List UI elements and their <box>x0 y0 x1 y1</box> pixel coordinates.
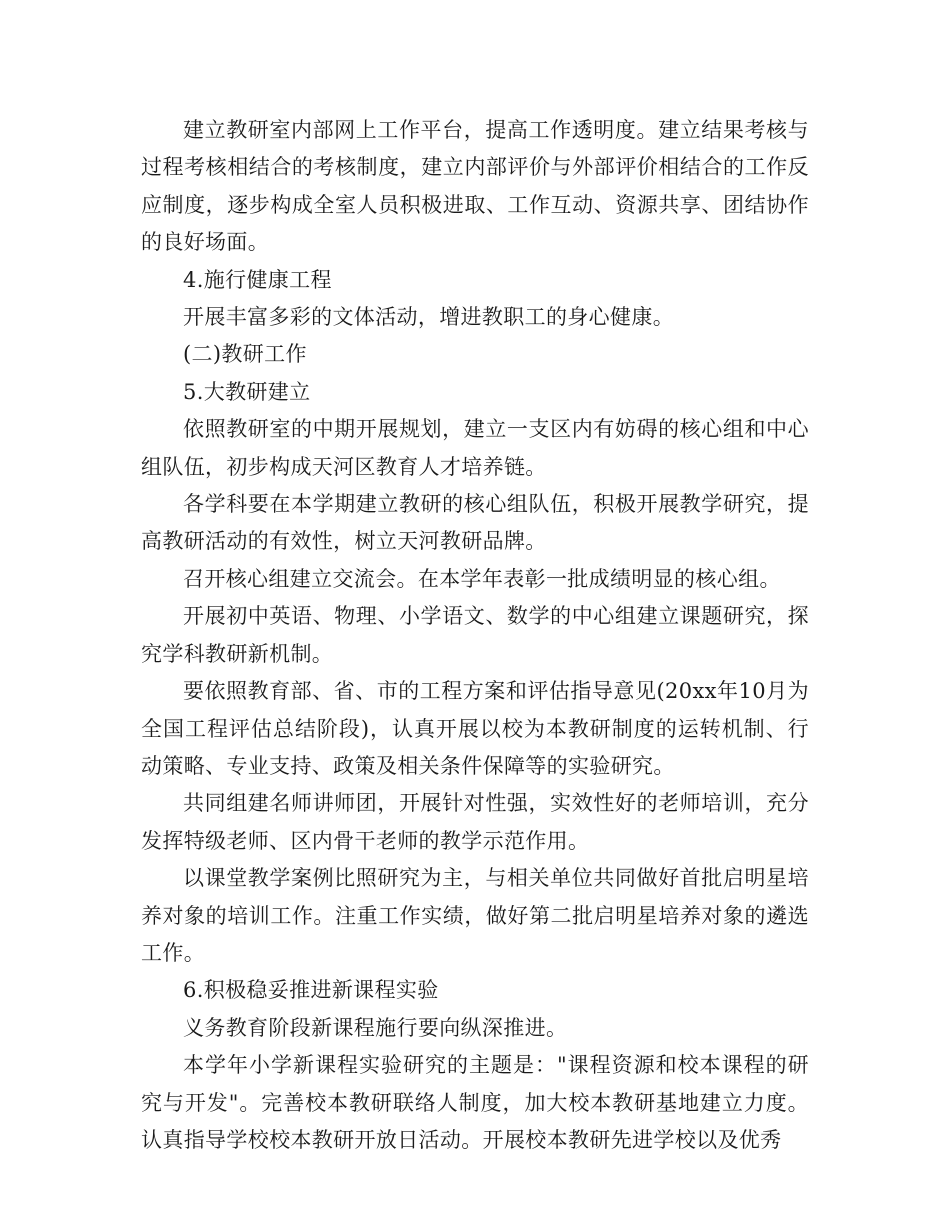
paragraph-platform: 建立教研室内部网上工作平台，提高工作透明度。建立结果考核与过程考核相结合的考核制度，建立内部评价与外部评价相结合的工作反应制度，逐步构成全室人员积极进取、工作互动、资源共享、团结协作的良好场面。 <box>141 118 809 255</box>
heading-new-curriculum: 6.积极稳妥推进新课程实验 <box>183 978 439 1003</box>
document-body <box>141 112 809 1159</box>
paragraph-school-research: 本学年小学新课程实验研究的主题是："课程资源和校本课程的研究与开发"。完善校本教研联络人制度，加大校本教研基地建立力度。认真指导学校校本教研开放日活动。开展校本教研先进学校以及优秀 <box>141 1053 809 1152</box>
paragraph-evaluation: 要依照教育部、省、市的工程方案和评估指导意见(20xx年10月为全国工程评估总结阶段)，认真开展以校为本教研制度的运转机制、行动策略、专业支持、政策及相关条件保障等的实验研究。 <box>141 679 809 778</box>
paragraph-exchange-meeting: 召开核心组建立交流会。在本学年表彰一批成绩明显的核心组。 <box>183 566 781 591</box>
paragraph-topic-research: 开展初中英语、物理、小学语文、数学的中心组建立课题研究，探究学科教研新机制。 <box>141 604 809 666</box>
heading-research-work: (二)教研工作 <box>183 342 307 367</box>
paragraph-case-study: 以课堂教学案例比照研究为主，与相关单位共同做好首批启明星培养对象的培训工作。注重工作实绩，做好第二批启明星培养对象的遴选工作。 <box>141 866 809 965</box>
paragraph-core-team: 依照教研室的中期开展规划，建立一支区内有妨碍的核心组和中心组队伍，初步构成天河区教育人才培养链。 <box>141 417 809 479</box>
paragraph-lecturer-group: 共同组建名师讲师团，开展针对性强，实效性好的老师培训，充分发挥特级老师、区内骨干老师的教学示范作用。 <box>141 791 809 853</box>
paragraph-subjects: 各学科要在本学期建立教研的核心组队伍，积极开展教学研究，提高教研活动的有效性，树立天河教研品牌。 <box>141 492 809 554</box>
heading-health-project: 4.施行健康工程 <box>183 267 332 292</box>
paragraph-activities: 开展丰富多彩的文体活动，增进教职工的身心健康。 <box>183 305 675 330</box>
paragraph-compulsory-education: 义务教育阶段新课程施行要向纵深推进。 <box>183 1015 568 1040</box>
heading-big-research: 5.大教研建立 <box>183 379 311 404</box>
